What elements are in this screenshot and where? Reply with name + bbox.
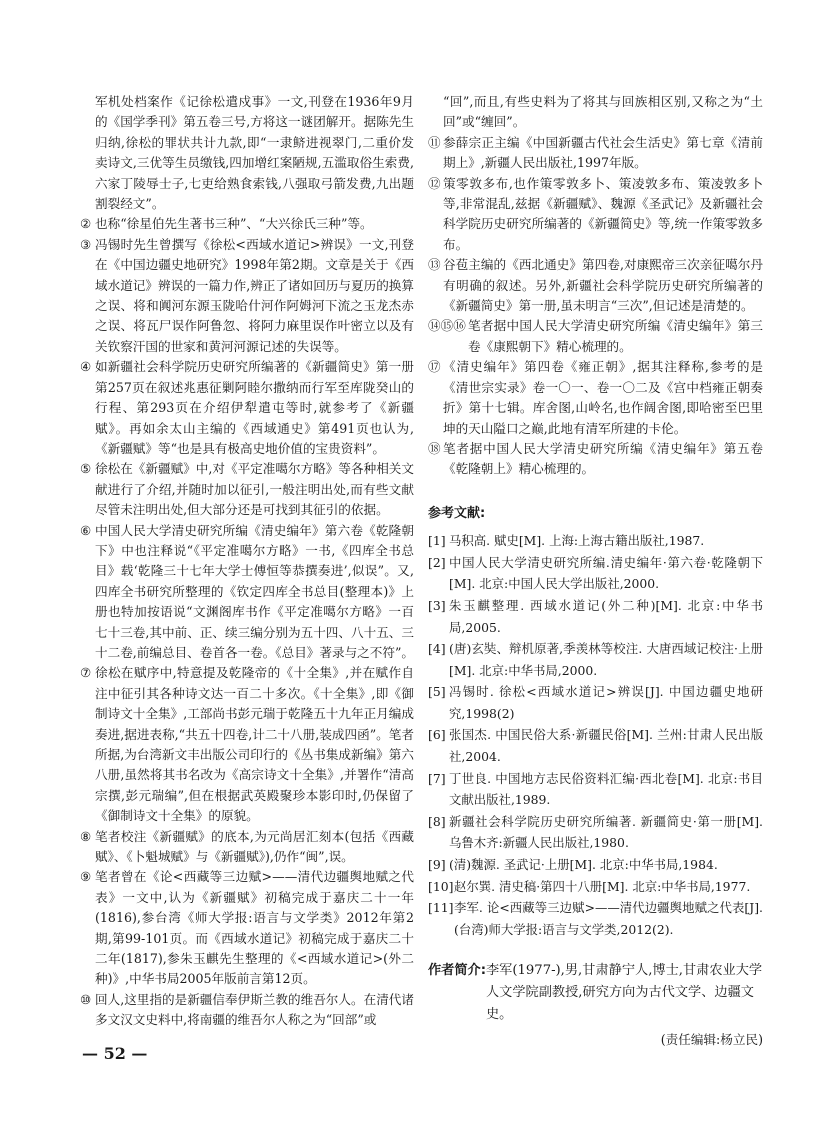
footnote-number: ⑪ [428,134,441,150]
footnote-text: 策零敦多布,也作策零敦多卜、策凌敦多布、策凌敦多卜等,非常混乱,兹据《新疆赋》、魏源《圣武记》及新疆社会科学院历史研究所编著的《新疆简史》等,统一作策零敦多布。 [443,175,763,252]
footnote-text: 笔者校注《新疆赋》的底本,为元尚居汇刻本(包括《西藏赋》、《卜魁城赋》与《新疆赋》),仍作“闽”,误。 [95,828,414,865]
reference-item [428,552,763,595]
reference-item [428,897,763,940]
footnote-text: 笔者据中国人民大学清史研究所编《清史编年》第五卷《乾隆朝上》精心梳理的。 [443,440,763,477]
footnote-number: ⑱ [428,440,441,456]
footnote [80,92,414,214]
reference-number: [8] [428,813,446,829]
footnote-number: ⑧ [80,828,92,844]
author-bio [428,960,763,1026]
footnote-text: 中国人民大学清史研究所编《清史编年》第六卷《乾隆朝下》中也注释说“《平定准噶尔方略》一书,《四库全书总目》载‘乾隆三十七年大学士傅恒等恭撰奏进’,似误”。又,四库全书研究所整理的《钦定四库全书总目(整理本)》上册也特加按语说“文渊阁库书作《平定准噶尔方略》一百七十三卷,其中前、正、续三编分别为五十四、八十五、三十二卷,前编总目、卷首各一卷。《总目》著录与之不符”。 [95,522,414,660]
footnote-number: ⑫ [428,175,441,191]
footnote [80,357,414,459]
reference-number: [1] [428,533,446,549]
footnote [428,92,763,133]
reference-item [428,811,763,854]
footnote-text: 参薛宗正主编《中国新疆古代社会生活史》第七章《清前期上》,新疆人民出版社,1997年版。 [443,134,763,171]
footnote-number: ⑬ [428,257,441,273]
reference-number: [4] [428,641,446,657]
footnote-number: ⑦ [80,665,92,681]
footnote [80,235,414,357]
reference-text: 冯锡时. 徐松<西域水道记>辨误[J]. 中国边疆史地研究,1998(2) [449,684,763,721]
reference-number: [7] [428,770,446,786]
footnote-number: ③ [80,236,92,252]
reference-text: 新疆社会科学院历史研究所编著. 新疆简史·第一册[M]. 乌鲁木齐:新疆人民出版社,1980. [449,813,763,851]
footnote [80,867,414,989]
reference-number: [10] [428,878,454,894]
reference-number: [11] [428,900,454,916]
footnote-number: ⑭⑮⑯ [428,318,466,334]
reference-text: 张国杰. 中国民俗大系·新疆民俗[M]. 兰州:甘肃人民出版社,2004. [449,727,763,765]
footnote [428,357,763,439]
footnote [428,255,763,316]
reference-text: 赵尔巽. 清史稿·第四十八册[M]. 北京:中华书局,1977. [454,878,751,894]
footnote-number: ④ [80,359,92,375]
footnote [80,459,414,520]
footnote [80,214,414,234]
reference-number: [6] [428,727,446,743]
footnotes-continued [428,92,763,480]
reference-item [428,595,763,638]
footnote-text: 《清史编年》第四卷《雍正朝》,据其注释称,参考的是《清世宗实录》卷一〇一、卷一〇二及《宫中档雍正朝奏折》第十七辑。库舍图,山岭名,也作阔舍图,即哈密至巴里坤的天山隘口之巅,此地有清军所建的卡伦。 [443,359,763,436]
footnote [80,521,414,664]
reference-number: [5] [428,684,446,700]
references-heading: 参考文献: [428,505,486,521]
footnote-text: 也称“徐星伯先生著书三种”、“大兴徐氏三种”等。 [95,216,373,232]
footnote-number: ⑥ [80,522,92,538]
footnote [428,316,763,357]
footnote-text: 徐松在赋序中,特意提及乾隆帝的《十全集》,并在赋作自注中征引其各种诗文达一百二十多次。《十全集》,即《御制诗文十全集》,工部尚书彭元瑞于乾隆五十九年正月编成奏进,据进表称,“共五十四卷,计二十八册,装成四函”。笔者所据,为台湾新文丰出版公司印行的《丛书集成新编》第六八册,虽然将其书名改为《高宗诗文十全集》,并署作“清高宗撰,彭元瑞编”,但在根据武英殿聚珍本影印时,仍保留了《御制诗文十全集》的原貌。 [95,665,414,824]
reference-item [428,681,763,724]
footnote-text: 笔者据中国人民大学清史研究所编《清史编年》第三卷《康熙朝下》精心梳理的。 [468,318,763,354]
footnote-text: 徐松在《新疆赋》中,对《平定准噶尔方略》等各种相关文献进行了介绍,并随时加以征引,一般注明出处,而有些文献尽管未注明出处,但大部分还是可找到其征引的依据。 [95,461,414,518]
reference-number: [9] [428,857,446,873]
footnote [428,174,763,256]
reference-text: (唐)玄奘、辩机原著,季羡林等校注. 大唐西域记校注·上册[M]. 北京:中华书局,2000. [449,641,763,678]
footnote [80,990,414,1031]
footnote-number: ② [80,216,92,232]
responsible-editor: (责任编辑:杨立民) [660,1032,763,1048]
reference-item [428,876,763,898]
reference-text: 丁世良. 中国地方志民俗资料汇编·西北卷[M]. 北京:书目文献出版社,1989. [449,770,763,808]
reference-text: (清)魏源. 圣武记·上册[M]. 北京:中华书局,1984. [449,857,718,873]
footnote-text: 笔者曾在《论<西藏等三边赋>——清代边疆舆地赋之代表》一文中,认为《新疆赋》初稿完成于嘉庆二十一年(1816),参台湾《师大学报:语言与文学类》2012年第2期,第99-101页。而《西域水道记》初稿完成于嘉庆二十二年(1817),参朱玉麒先生整理的《<西域水道记>(外二种)》,中华书局2005年版前言第12页。 [95,869,414,987]
footnote-number: ⑤ [80,461,92,477]
right-column [428,92,763,1051]
reference-text: 朱玉麒整理. 西域水道记(外二种)[M]. 北京:中华书局,2005. [449,597,763,635]
footnote-number: ⑩ [80,991,92,1007]
footnote-text: 如新疆社会科学院历史研究所编著的《新疆简史》第一册第257页在叙述兆惠征剿阿睦尔撒纳而行军至库陇癸山的行程、第293页在介绍伊犁遣屯等时,就参考了《新疆赋》。再如余太山主编的《西域通史》第491页也认为,《新疆赋》等“也是具有极高史地价值的宝贵资料”。 [95,359,414,456]
footnote-text: 谷苞主编的《西北通史》第四卷,对康熙帝三次亲征噶尔丹有明确的叙述。另外,新疆社会科学院历史研究所编著的《新疆简史》第一册,虽未明言“三次”,但记述是清楚的。 [443,257,763,314]
footnote-number: ⑰ [428,359,441,375]
footnote-number: ⑨ [80,869,92,885]
footnote [80,663,414,826]
footnote [428,439,763,480]
page-number: — 52 — [82,1044,148,1063]
footnote-text: 军机处档案作《记徐松遣戍事》一文,刊登在1936年9月的《国学季刊》第五卷三号,方将这一谜团解开。据陈先生归纳,徐松的罪状共计九款,即“一隶鲚进视翠门,二重价发卖诗文,三优等生员缴钱,四加增红案陋规,五滥取俗生索费,六家丁陵辱士子,七吏给熟食索钱,八强取弓箭发费,九出题割裂经文”。 [95,94,414,212]
reference-list [428,530,763,940]
reference-text: 马积高. 赋史[M]. 上海:上海古籍出版社,1987. [449,533,705,549]
left-column [80,92,414,1031]
footnote-text: 冯锡时先生曾撰写《徐松<西域水道记>辨误》一文,刊登在《中国边疆史地研究》1998年第2期。文章是关于《西域水道记》辨误的一篇力作,辨正了诸如回历与夏历的换算之误、将和阗河东源玉陇哈什河作阿姆河下流之玉龙杰赤之误、将瓦尸误作阿鲁忽、将阿力麻里误作叶密立以及有关钦察汗国的世家和黄河河源记述的失误等。 [95,236,414,354]
footnote [80,827,414,868]
author-bio-label: 作者简介: [428,963,487,979]
reference-number: [2] [428,554,446,570]
reference-item [428,768,763,811]
reference-text: 李军. 论<西藏等三边赋>——清代边疆舆地赋之代表[J].(台湾)师大学报:语言与文学类,2012(2). [454,900,763,937]
footnote-text: “回”,而且,有些史料为了将其与回族相区别,又称之为“土回”或“缠回”。 [443,94,763,130]
reference-text: 中国人民大学清史研究所编.清史编年·第六卷·乾隆朝下[M]. 北京:中国人民大学出版社,2000. [449,554,763,592]
reference-item [428,638,763,681]
reference-item [428,724,763,767]
author-bio-text: 李军(1977-),男,甘肃静宁人,博士,甘肃农业大学人文学院副教授,研究方向为古代文学、边疆文史。 [486,963,763,1023]
reference-item [428,530,763,552]
footnote-text: 回人,这里指的是新疆信奉伊斯兰教的维吾尔人。在清代诸多文汉文史料中,将南疆的维吾尔人称之为“回部”或 [95,991,414,1028]
reference-number: [3] [428,597,446,613]
footnote [428,133,763,174]
reference-item [428,854,763,876]
